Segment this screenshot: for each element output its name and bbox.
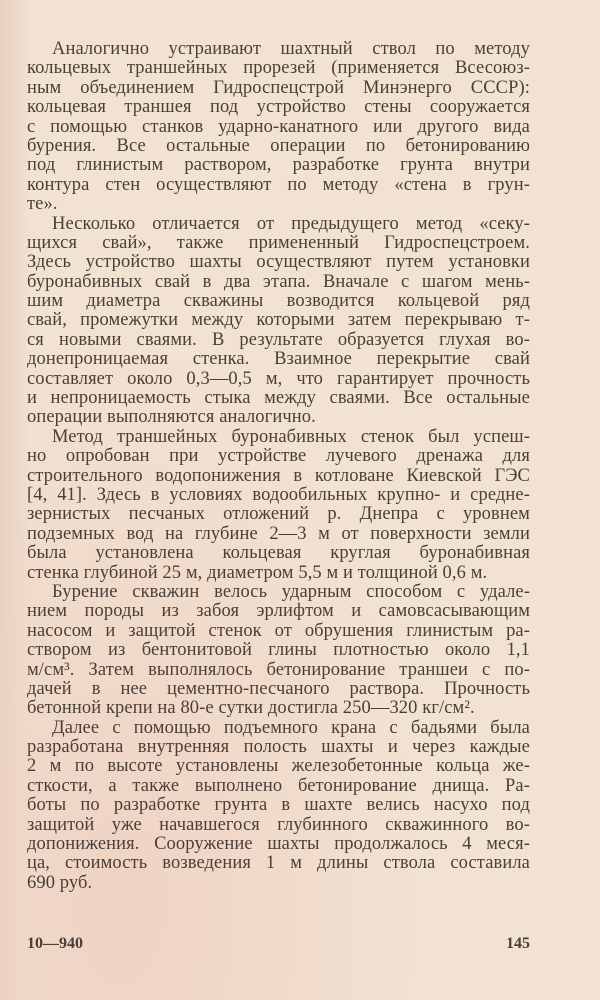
paragraph — [27, 428, 530, 583]
text-line: те». — [27, 194, 58, 215]
text-line: Бурение скважин велось ударным способом с удале- — [52, 581, 530, 602]
text-line: Далее с помощью подъемного крана с бадьями была — [52, 717, 530, 738]
text-line: створом из бентонитовой глины плотностью около 1,1 — [27, 640, 530, 661]
text-line: Метод траншейных буронабивных стенок был успеш- — [52, 426, 530, 447]
text-line: защитой уже начавшегося глубинного скважинного во- — [27, 814, 530, 835]
text-line: дачей в нее цементно-песчаного раствора. Прочность — [27, 678, 530, 699]
text-line: боты по разработке грунта в шахте велись насухо под — [27, 795, 530, 816]
text-line: стенка глубиной 25 м, диаметром 5,5 м и толщиной 0,6 м. — [27, 562, 488, 583]
text-line: сткости, а также выполнено бетонирование днища. Ра- — [27, 775, 530, 796]
text-line: зернистых песчаных отложений р. Днепра с уровнем — [27, 504, 530, 525]
text-line: Аналогично устраивают шахтный ствол по методу — [52, 39, 530, 59]
text-line: насосом и защитой стенок от обрушения глинистым ра- — [27, 620, 530, 641]
printer-signature-mark: 10—940 — [27, 935, 83, 952]
text-line: но опробован при устройстве лучевого дренажа для — [27, 446, 530, 467]
page-number: 145 — [506, 935, 530, 952]
text-line: бурения. Все остальные операции по бетонированию — [27, 135, 530, 156]
text-line: ным объединением Гидроспецстрой Минэнерго СССР): — [27, 77, 530, 98]
paragraph — [27, 719, 530, 894]
text-line: кольцевых траншейных прорезей (применяется Всесоюз- — [27, 58, 530, 79]
text-line: донепроницаемая стенка. Взаимное перекрытие свай — [27, 349, 530, 370]
text-line: Здесь устройство шахты осуществляют путем установки — [27, 252, 530, 273]
text-line: ся новыми сваями. В результате образуется глухая во- — [27, 329, 530, 350]
text-line: нием породы из забоя эрлифтом и самовсасывающим — [27, 601, 530, 622]
text-line: операции выполняются аналогично. — [27, 407, 316, 428]
text-line: подземных вод на глубине 2—3 м от поверхности земли — [27, 523, 530, 544]
text-line: контура стен осуществляют по методу «стена в грун- — [27, 174, 530, 195]
text-line: и непроницаемость стыка между сваями. Все остальные — [27, 388, 530, 409]
text-line: разработана внутренняя полость шахты и через каждые — [27, 737, 530, 758]
text-line: Несколько отличается от предыдущего метод «секу- — [52, 213, 530, 234]
text-line: бетонной крепи на 80-е сутки достигла 250—320 кг/см². — [27, 698, 475, 719]
text-line: шим диаметра скважины возводится кольцевой ряд — [27, 291, 530, 312]
text-line: буронабивных свай в два этапа. Вначале с шагом мень- — [27, 271, 530, 292]
text-line: м/см³. Затем выполнялось бетонирование траншеи с по- — [27, 659, 530, 680]
text-line: [4, 41]. Здесь в условиях водообильных крупно- и средне- — [27, 484, 530, 505]
text-line: ца, стоимость возведения 1 м длины ствола составила — [27, 853, 530, 874]
text-line: допонижения. Сооружение шахты продолжалось 4 меся- — [27, 834, 530, 855]
text-line: 690 руб. — [27, 872, 93, 893]
text-line: строительного водопонижения в котловане Киевской ГЭС — [27, 465, 530, 486]
text-line: с помощью станков ударно-канатного или другого вида — [27, 116, 530, 137]
text-line: была установлена кольцевая круглая буронабивная — [27, 543, 530, 564]
text-line: щихся свай», также примененный Гидроспецстроем. — [27, 232, 530, 253]
text-line: 2 м по высоте установлены железобетонные кольца же- — [27, 756, 530, 777]
text-line: под глинистым раствором, разработке грунта внутри — [27, 155, 530, 176]
text-line: свай, промежутки между которыми затем перекрываю т- — [27, 310, 530, 331]
paragraph — [27, 215, 530, 428]
text-line: кольцевая траншея под устройство стены сооружается — [27, 97, 530, 118]
page-body-text — [27, 40, 530, 893]
paragraph — [27, 583, 530, 719]
text-line: составляет около 0,3—0,5 м, что гарантирует прочность — [27, 368, 530, 389]
paragraph — [27, 40, 530, 215]
